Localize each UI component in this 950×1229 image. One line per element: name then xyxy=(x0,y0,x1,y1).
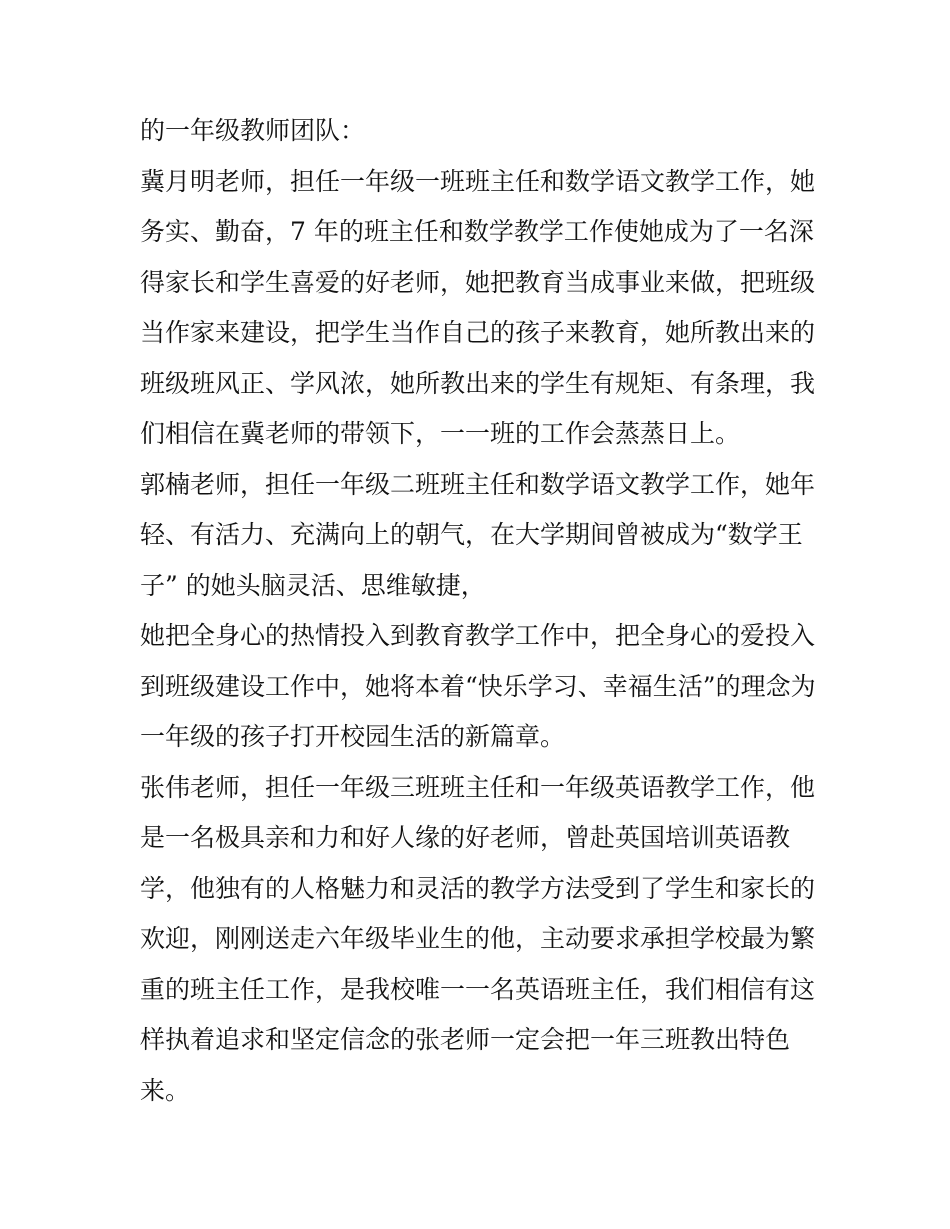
text-line: 一年级的孩子打开校园生活的新篇章。 xyxy=(140,722,566,751)
text-line: 样执着追求和坚定信念的张老师一定会把一年三班教出特色 xyxy=(140,1025,791,1054)
text-line: 轻、有活力、充满向上的朝气，在大学期间曾被成为“数学王 xyxy=(140,520,803,549)
text-line: 张伟老师，担任一年级三班班主任和一年级英语教学工作，他 xyxy=(140,772,816,802)
text-line: 是一名极具亲和力和好人缘的好老师，曾赴英国培训英语教 xyxy=(140,823,791,852)
text-line: 欢迎，刚刚送走六年级毕业生的他，主动要求承担学校最为繁 xyxy=(140,924,816,953)
text-line: 她把全身心的热情投入到教育教学工作中，把全身心的爱投入 xyxy=(140,621,816,650)
text-line: 到班级建设工作中，她将本着“快乐学习、幸福生活”的理念为 xyxy=(140,671,816,701)
text-line: 来。 xyxy=(140,1075,191,1105)
text-line: 重的班主任工作，是我校唯一一名英语班主任，我们相信有这 xyxy=(140,974,816,1004)
text-line: 务实、勤奋，7 年的班主任和数学教学工作使她成为了一名深 xyxy=(140,217,814,246)
text-line: 们相信在冀老师的带领下，一一班的工作会蒸蒸日上。 xyxy=(140,419,741,448)
text-line: 的一年级教师团队： xyxy=(140,116,366,145)
text-line: 郭楠老师，担任一年级二班班主任和数学语文教学工作，她年 xyxy=(140,469,816,499)
text-line: 冀月明老师，担任一年级一班班主任和数学语文教学工作，她 xyxy=(140,166,816,196)
text-line: 得家长和学生喜爱的好老师，她把教育当成事业来做，把班级 xyxy=(140,267,816,297)
document-body xyxy=(140,106,820,1116)
text-line: 学，他独有的人格魅力和灵活的教学方法受到了学生和家长的 xyxy=(140,873,816,903)
text-line: 当作家来建设，把学生当作自己的孩子来教育，她所教出来的 xyxy=(140,318,816,347)
text-line: 子” 的她头脑灵活、思维敏捷， xyxy=(140,570,486,600)
text-line: 班级班风正、学风浓，她所教出来的学生有规矩、有条理，我 xyxy=(140,368,816,398)
